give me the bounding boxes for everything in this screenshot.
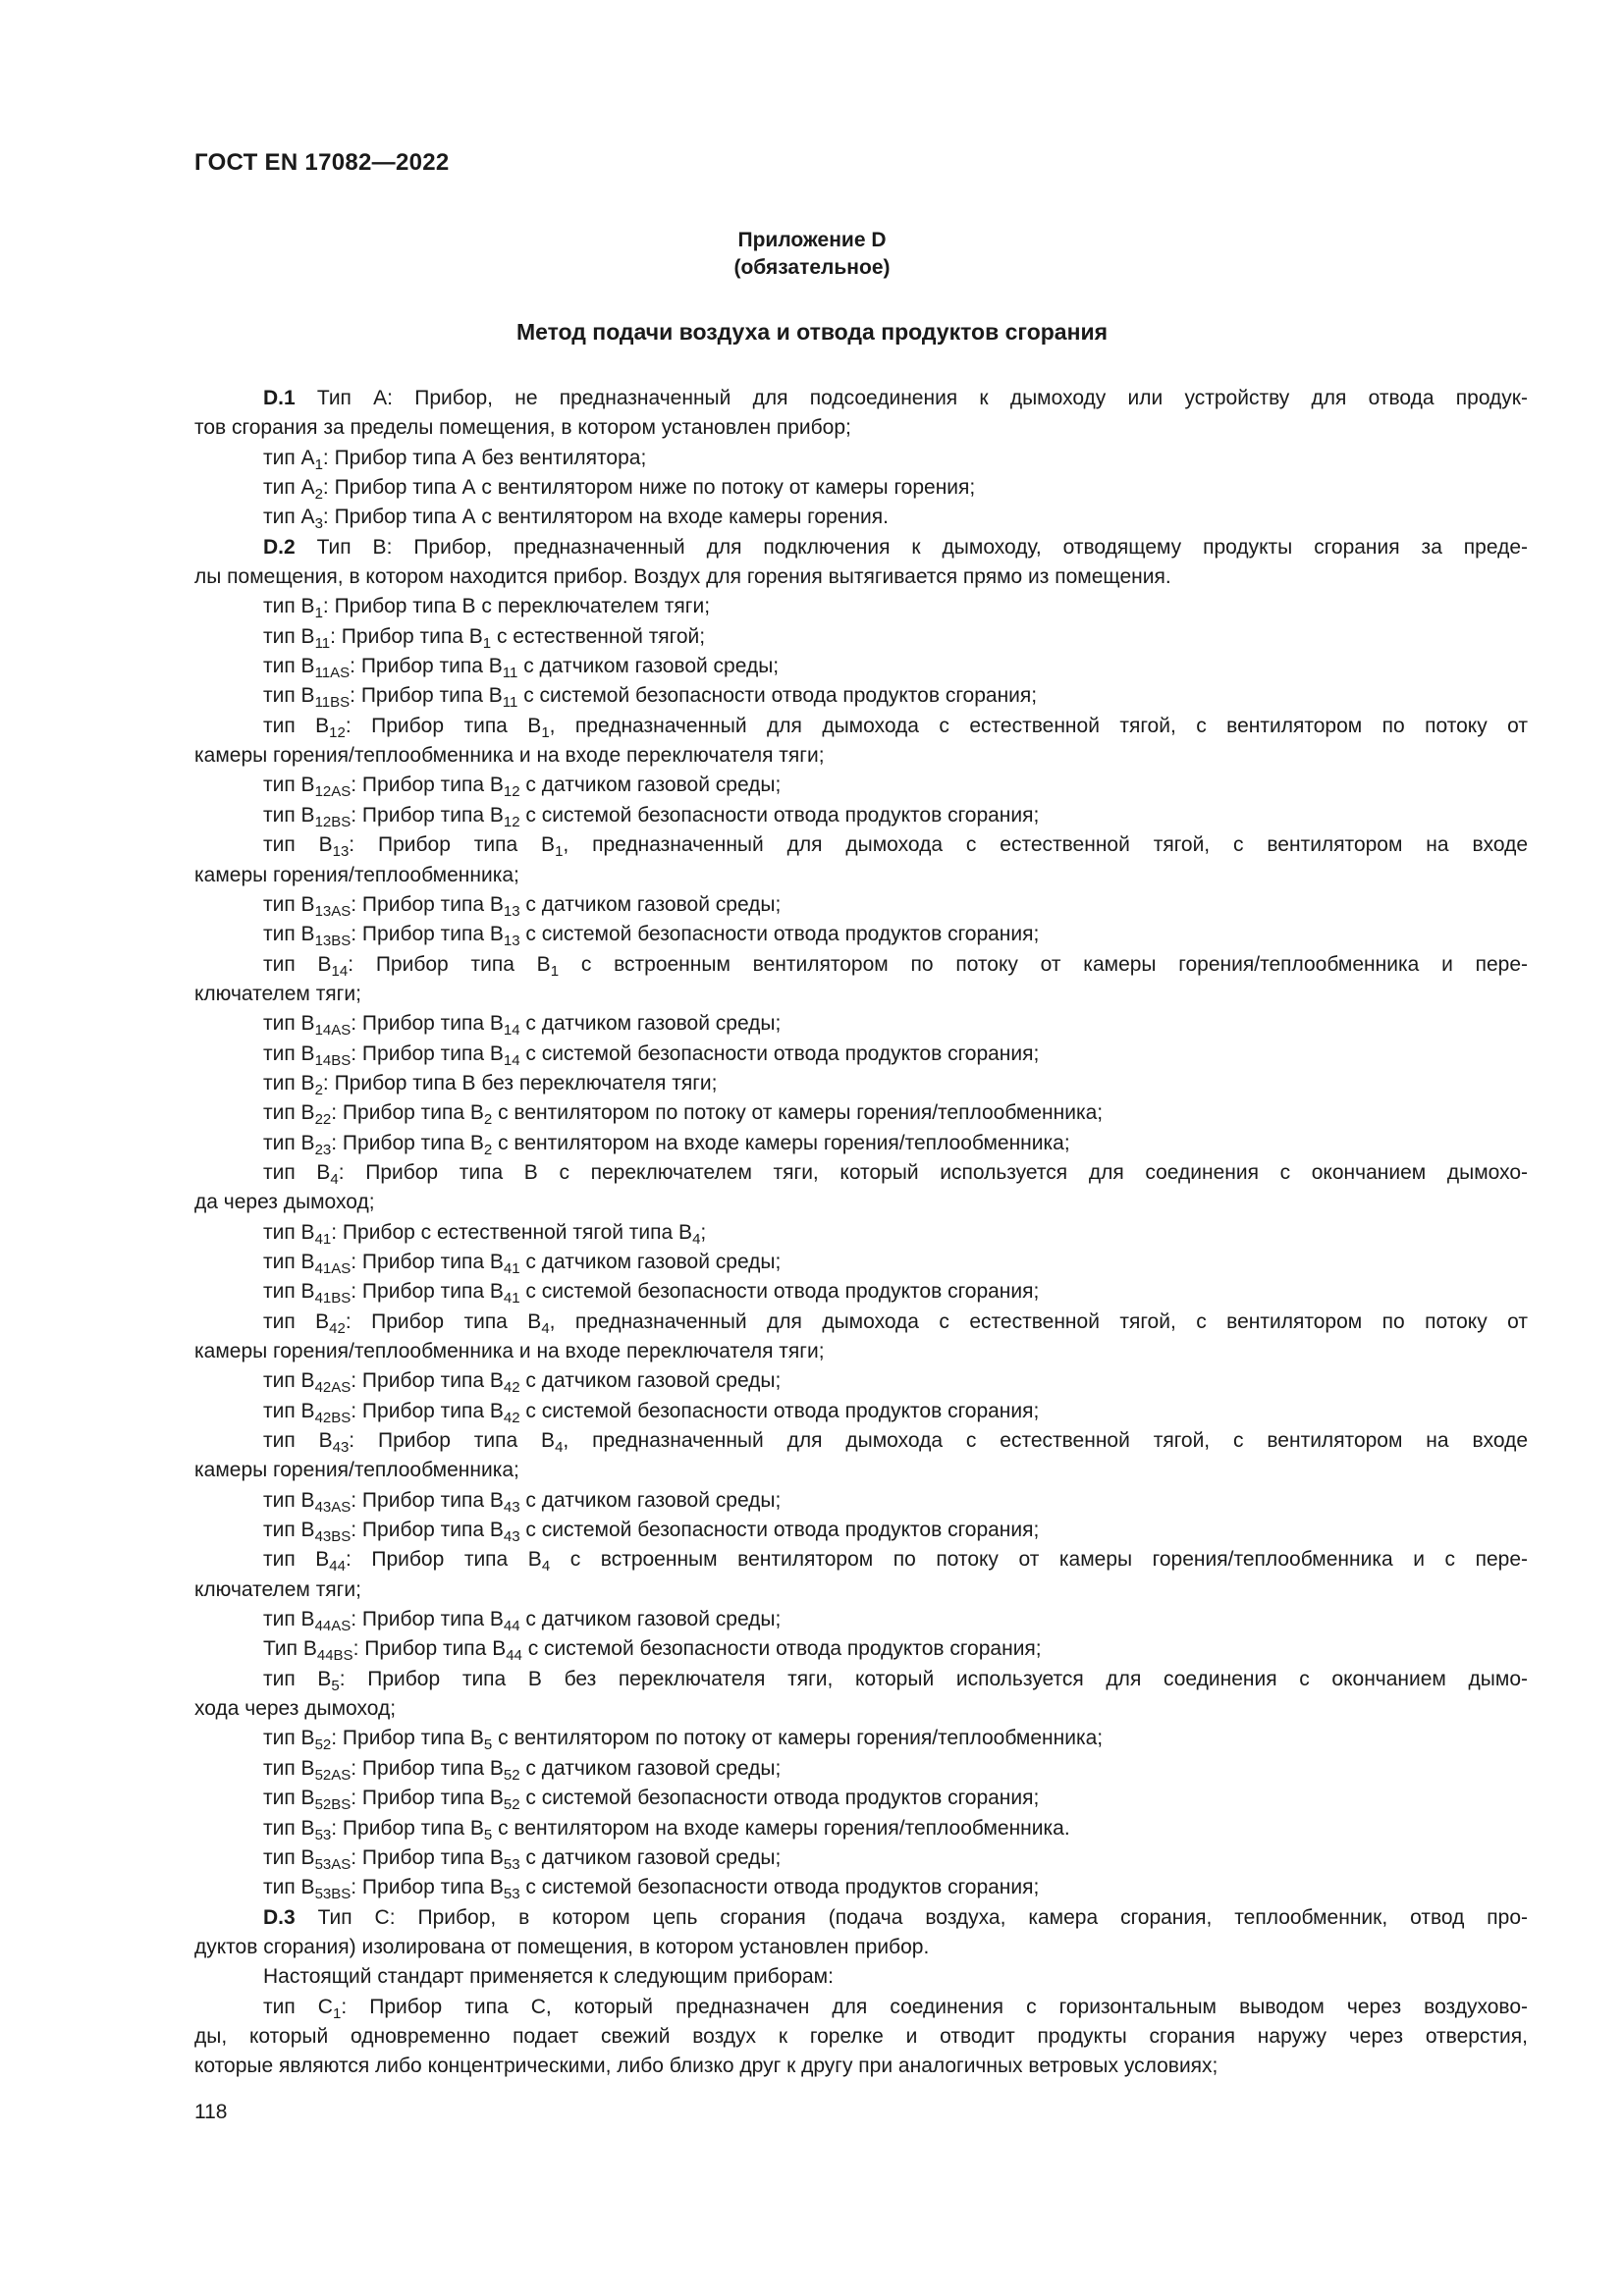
text-run: тип В [263, 1727, 315, 1750]
subscript: 2 [314, 1081, 323, 1098]
text-run: : Прибор с естественной тягой типа В [331, 1220, 693, 1244]
text-run: с системой безопасности отвода продуктов сгорания; [517, 684, 1038, 708]
text-line [194, 801, 1528, 830]
text-run: тип В [263, 1012, 315, 1036]
subscript: 5 [483, 1826, 493, 1843]
subscript: 4 [555, 1439, 564, 1457]
text-run: с встроенным вентилятором по потоку от камеры горения/теплообменника и пере- [559, 952, 1528, 976]
text-run: тип В [263, 1309, 330, 1333]
subscript: 41 [314, 1230, 332, 1248]
subscript: 44AS [314, 1618, 352, 1635]
subscript: 11 [502, 665, 518, 682]
text-run: с датчиком газовой среды; [519, 774, 782, 797]
text-line [194, 1843, 1528, 1873]
text-run: : Прибор типа В [351, 1787, 504, 1810]
text-run: ключателем тяги; [194, 982, 361, 1005]
text-line [194, 1188, 1528, 1217]
text-run: ды, который одновременно подает свежий воздух к горелке и отводит продукты сгорания наружу через отверстия, [194, 2024, 1528, 2048]
text-run: : Прибор типа В [351, 1399, 504, 1422]
text-line [194, 1098, 1528, 1128]
text-line [194, 1665, 1528, 1694]
text-run: : Прибор типа В [330, 624, 483, 648]
text-line [194, 473, 1528, 503]
text-run: с системой безопасности отвода продуктов сгорания; [519, 1787, 1040, 1810]
text-line [194, 1248, 1528, 1277]
body-text [194, 384, 1528, 2082]
text-run: ; [700, 1220, 707, 1244]
text-run: тип В [263, 1280, 315, 1304]
subscript: 52 [503, 1796, 520, 1814]
text-line [194, 1694, 1528, 1724]
text-line [194, 1516, 1528, 1545]
subscript: 41AS [314, 1259, 352, 1277]
text-run: : Прибор типа В [351, 803, 504, 827]
text-run: тип В [263, 655, 315, 678]
text-run: камеры горения/теплообменника и на входе переключателя тяги; [194, 744, 825, 768]
annex-title: Приложение D [737, 229, 887, 251]
text-line [194, 890, 1528, 920]
text-run: тип В [263, 1399, 315, 1422]
subscript: 1 [332, 2004, 342, 2022]
text-run: да через дымоход; [194, 1191, 375, 1214]
text-run: : Прибор типа В [351, 1876, 504, 1899]
subscript: 22 [314, 1111, 332, 1129]
text-run: с датчиком газовой среды; [519, 1488, 782, 1512]
text-run: : Прибор типа В [351, 1250, 504, 1273]
text-line [194, 652, 1528, 681]
text-run: тип А [263, 506, 315, 529]
subscript: 43 [332, 1439, 350, 1457]
text-run: : Прибор типа В с переключателем тяги, который используется для соединения с окончанием дымохо- [338, 1160, 1529, 1184]
text-run: камеры горения/теплообменника; [194, 863, 519, 886]
text-line [194, 1397, 1528, 1426]
text-run: : Прибор типа В [351, 1519, 504, 1542]
text-line [194, 1426, 1528, 1456]
text-line [194, 1129, 1528, 1158]
subscript: 52AS [314, 1766, 352, 1784]
subscript: 5 [483, 1736, 493, 1754]
text-run: тип В [263, 803, 315, 827]
text-line [194, 1545, 1528, 1575]
subscript: 43AS [314, 1498, 352, 1516]
text-line [194, 413, 1528, 443]
subscript: 12AS [314, 783, 352, 801]
text-run: : Прибор типа С, который предназначен для соединения с горизонтальным выводом через воздухово- [341, 1995, 1528, 2018]
subscript: 53 [503, 1855, 520, 1873]
text-run: , предназначенный для дымохода с естественной тягой, с вентилятором на входе [563, 833, 1529, 857]
text-run: тип В [263, 1220, 315, 1244]
text-run: камеры горения/теплообменника; [194, 1459, 519, 1482]
subscript: 11AS [314, 665, 351, 682]
text-line [194, 592, 1528, 621]
text-line [194, 830, 1528, 860]
text-run: тип В [263, 1845, 315, 1869]
text-line [194, 980, 1528, 1009]
text-run: : Прибор типа В [349, 1429, 556, 1453]
text-run: Тип В: Прибор, предназначенный для подключения к дымоходу, отводящему продукты сгорания за преде- [295, 535, 1528, 559]
text-run: тип А [263, 446, 315, 469]
text-run: тип В [263, 1160, 331, 1184]
standard-code: ГОСТ EN 17082—2022 [194, 149, 450, 176]
subscript: 41 [503, 1259, 520, 1277]
text-run: : Прибор типа В [345, 1548, 542, 1572]
text-line [194, 1993, 1528, 2022]
subscript: 13 [332, 843, 350, 861]
text-line [194, 1040, 1528, 1069]
subscript: 12BS [314, 813, 352, 830]
text-run: с системой безопасности отвода продуктов сгорания; [519, 803, 1040, 827]
subscript: 41 [503, 1290, 520, 1308]
text-run: с датчиком газовой среды; [519, 1756, 782, 1780]
text-line [194, 444, 1528, 473]
subscript: 42AS [314, 1379, 352, 1397]
text-run: с встроенным вентилятором по потоку от камеры горения/теплообменника и с пере- [550, 1548, 1528, 1572]
text-run: : Прибор типа А без вентилятора; [322, 446, 647, 469]
subscript: 12 [329, 723, 346, 741]
text-run: : Прибор типа В [351, 1369, 504, 1393]
text-run: , предназначенный для дымохода с естественной тягой, с вентилятором по потоку от [549, 1309, 1528, 1333]
text-run: тип В [263, 952, 332, 976]
text-run: тип С [263, 1995, 333, 2018]
text-run: : Прибор типа В [331, 1131, 484, 1154]
subscript: 41BS [314, 1290, 352, 1308]
text-run: : Прибор типа В [352, 1637, 507, 1661]
subscript: 42 [503, 1379, 520, 1397]
text-run: с вентилятором на входе камеры горения/теплообменника; [492, 1131, 1070, 1154]
text-line [194, 503, 1528, 532]
text-run: : Прибор типа В [331, 1101, 484, 1125]
text-run: : Прибор типа В [345, 1309, 542, 1333]
subscript: 2 [314, 486, 323, 504]
text-run: : Прибор типа В [351, 774, 504, 797]
text-line [194, 861, 1528, 890]
subscript: 14 [503, 1051, 520, 1069]
subscript: 1 [550, 962, 560, 980]
text-run: тип В [263, 714, 330, 737]
subscript: 12 [503, 813, 520, 830]
subscript: 53 [503, 1886, 520, 1903]
text-line [194, 950, 1528, 980]
text-run: тип В [263, 1041, 315, 1065]
text-run: с датчиком газовой среды; [519, 1250, 782, 1273]
text-run: : Прибор типа В [345, 714, 542, 737]
text-run: с вентилятором по потоку от камеры горения/теплообменника; [492, 1727, 1104, 1750]
subscript: 4 [330, 1170, 339, 1188]
text-line [194, 741, 1528, 771]
subscript: 13AS [314, 902, 352, 920]
text-line [194, 2052, 1528, 2081]
subscript: 23 [314, 1141, 332, 1158]
subscript: 43 [503, 1528, 520, 1546]
subscript: 2 [483, 1141, 493, 1158]
text-run: с системой безопасности отвода продуктов сгорания; [519, 1876, 1040, 1899]
text-run: тип В [263, 1071, 315, 1095]
text-line [194, 920, 1528, 949]
text-run: с датчиком газовой среды; [519, 1845, 782, 1869]
subscript: 53BS [314, 1886, 352, 1903]
text-run: с системой безопасности отвода продуктов сгорания; [519, 923, 1040, 946]
subscript: 1 [314, 455, 323, 473]
text-run: с вентилятором по потоку от камеры горения/теплообменника; [492, 1101, 1104, 1125]
text-run: : Прибор типа В [351, 1845, 504, 1869]
text-line [194, 1456, 1528, 1485]
text-run: : Прибор типа В [348, 952, 551, 976]
text-run: камеры горения/теплообменника и на входе переключателя тяги; [194, 1340, 825, 1362]
subscript: 52 [314, 1736, 332, 1754]
text-run: тип В [263, 624, 315, 648]
subscript: 13BS [314, 933, 352, 950]
subscript: 4 [692, 1230, 701, 1248]
text-run: с датчиком газовой среды; [517, 655, 780, 678]
subscript: 11BS [314, 694, 351, 712]
subscript: 52 [503, 1766, 520, 1784]
text-run: тип В [263, 774, 315, 797]
text-line [194, 384, 1528, 413]
text-line [194, 2022, 1528, 2052]
subscript: 2 [483, 1111, 493, 1129]
text-line [194, 533, 1528, 562]
text-run: хода через дымоход; [194, 1697, 397, 1721]
text-run: лы помещения, в котором находится прибор. Воздух для горения вытягивается прямо из помещения. [194, 565, 1171, 589]
text-line [194, 1605, 1528, 1634]
text-run: тип В [263, 1876, 315, 1899]
subscript: 1 [314, 605, 323, 622]
clause-number: D.2 [263, 535, 296, 559]
text-run: тип В [263, 923, 315, 946]
text-line [194, 1366, 1528, 1396]
text-run: тип В [263, 684, 315, 708]
text-run: тип В [263, 1548, 330, 1572]
text-run: : Прибор типа А с вентилятором на входе камеры горения. [322, 506, 889, 529]
text-line [194, 1277, 1528, 1307]
text-run: , предназначенный для дымохода с естественной тягой, с вентилятором на входе [563, 1429, 1529, 1453]
text-line [194, 1873, 1528, 1902]
subscript: 4 [541, 1319, 550, 1337]
text-run: : Прибор типа В без переключателя тяги; [322, 1071, 718, 1095]
subscript: 14 [503, 1022, 520, 1040]
text-run: тип В [263, 1816, 315, 1840]
subscript: 5 [331, 1677, 340, 1694]
text-run: дуктов сгорания) изолирована от помещения, в котором установлен прибор. [194, 1935, 930, 1958]
text-line [194, 1575, 1528, 1605]
text-run: : Прибор типа В [350, 655, 503, 678]
subscript: 42 [329, 1319, 346, 1337]
text-run: с вентилятором на входе камеры горения/теплообменника. [492, 1816, 1070, 1840]
subscript: 42BS [314, 1409, 352, 1426]
text-run: с естественной тягой; [491, 624, 706, 648]
text-run: тип В [263, 1519, 315, 1542]
text-run: тип В [263, 595, 315, 618]
subscript: 43BS [314, 1528, 352, 1546]
subscript: 11 [502, 694, 518, 712]
text-line [194, 1784, 1528, 1813]
text-line [194, 1308, 1528, 1337]
text-run: Тип А: Прибор, не предназначенный для подсоединения к дымоходу или устройству для отвода продук- [295, 387, 1528, 409]
section-heading: Метод подачи воздуха и отвода продуктов сгорания [515, 319, 1109, 345]
text-run: Тип В [263, 1637, 317, 1661]
text-run: с системой безопасности отвода продуктов сгорания; [519, 1041, 1040, 1065]
annex-status: (обязательное) [733, 256, 891, 279]
text-run: с датчиком газовой среды; [519, 892, 782, 916]
text-line [194, 1634, 1528, 1664]
text-line [194, 1814, 1528, 1843]
subscript: 14AS [314, 1022, 352, 1040]
subscript: 1 [541, 723, 550, 741]
text-line [194, 1337, 1528, 1366]
subscript: 52BS [314, 1796, 352, 1814]
text-run: тип В [263, 1608, 315, 1631]
text-run: с системой безопасности отвода продуктов сгорания; [521, 1637, 1042, 1661]
subscript: 13 [503, 902, 520, 920]
text-line [194, 681, 1528, 711]
text-run: : Прибор типа В [351, 1280, 504, 1304]
text-run: тип В [263, 1667, 332, 1690]
subscript: 44 [506, 1647, 522, 1665]
text-line [194, 1903, 1528, 1933]
text-line [194, 712, 1528, 741]
subscript: 3 [314, 515, 323, 533]
subscript: 44 [329, 1558, 346, 1575]
subscript: 13 [503, 933, 520, 950]
subscript: 43 [503, 1498, 520, 1516]
subscript: 4 [541, 1558, 551, 1575]
text-line [194, 1933, 1528, 1962]
text-run: с датчиком газовой среды; [519, 1608, 782, 1631]
text-run: , предназначенный для дымохода с естественной тягой, с вентилятором по потоку от [549, 714, 1528, 737]
text-run: : Прибор типа В [350, 684, 503, 708]
text-run: : Прибор типа В [351, 1012, 504, 1036]
text-run: : Прибор типа В [351, 1041, 504, 1065]
subscript: 14BS [314, 1051, 352, 1069]
clause-number: D.3 [263, 1905, 296, 1929]
text-line [194, 1158, 1528, 1188]
text-run: : Прибор типа В [351, 1608, 504, 1631]
text-run: тип В [263, 1250, 315, 1273]
text-run: Тип С: Прибор, в котором цепь сгорания (подача воздуха, камера сгорания, теплообменник, отвод про- [295, 1905, 1528, 1929]
text-line [194, 1724, 1528, 1753]
text-run: тип В [263, 892, 315, 916]
text-run: : Прибор типа В без переключателя тяги, который используется для соединения с окончанием дымо- [339, 1667, 1528, 1690]
text-run: : Прибор типа В [351, 1756, 504, 1780]
text-line [194, 622, 1528, 652]
subscript: 44 [503, 1618, 520, 1635]
text-line [194, 1069, 1528, 1098]
text-line [194, 1962, 1528, 1992]
subscript: 44BS [316, 1647, 353, 1665]
text-run: : Прибор типа А с вентилятором ниже по потоку от камеры горения; [322, 476, 976, 500]
text-run: Настоящий стандарт применяется к следующим приборам: [263, 1965, 834, 1989]
text-run: с датчиком газовой среды; [519, 1012, 782, 1036]
text-line [194, 1754, 1528, 1784]
subscript: 11 [314, 634, 331, 652]
subscript: 42 [503, 1409, 520, 1426]
text-run: : Прибор типа В [351, 923, 504, 946]
text-line [194, 771, 1528, 800]
text-run: : Прибор типа В [331, 1816, 484, 1840]
text-run: с системой безопасности отвода продуктов сгорания; [519, 1399, 1040, 1422]
text-line [194, 1218, 1528, 1248]
text-run: : Прибор типа В [351, 1488, 504, 1512]
subscript: 1 [555, 843, 564, 861]
subscript: 14 [331, 962, 349, 980]
text-run: тип В [263, 1429, 333, 1453]
page-number: 118 [194, 2101, 228, 2123]
text-line [194, 1486, 1528, 1516]
subscript: 12 [503, 783, 520, 801]
text-run: тип В [263, 1131, 315, 1154]
text-run: тип В [263, 1488, 315, 1512]
text-line [194, 1009, 1528, 1039]
text-run: тип В [263, 833, 333, 857]
text-run: ключателем тяги; [194, 1577, 361, 1601]
text-run: тип А [263, 476, 315, 500]
text-run: : Прибор типа В [331, 1727, 484, 1750]
text-run: с датчиком газовой среды; [519, 1369, 782, 1393]
text-run: : Прибор типа В [351, 892, 504, 916]
text-run: тип В [263, 1369, 315, 1393]
text-run: с системой безопасности отвода продуктов сгорания; [519, 1280, 1040, 1304]
subscript: 1 [482, 634, 492, 652]
text-run: тип В [263, 1756, 315, 1780]
subscript: 53 [314, 1826, 332, 1843]
clause-number: D.1 [263, 387, 296, 409]
text-run: тов сгорания за пределы помещения, в котором установлен прибор; [194, 416, 851, 440]
text-run: тип В [263, 1101, 315, 1125]
text-run: которые являются либо концентрическими, либо близко друг к другу при аналогичных ветровых условиях; [194, 2055, 1218, 2078]
text-run: : Прибор типа В с переключателем тяги; [322, 595, 711, 618]
text-line [194, 562, 1528, 592]
text-run: тип В [263, 1787, 315, 1810]
subscript: 53AS [314, 1855, 352, 1873]
text-run: с системой безопасности отвода продуктов сгорания; [519, 1519, 1040, 1542]
text-run: : Прибор типа В [349, 833, 556, 857]
